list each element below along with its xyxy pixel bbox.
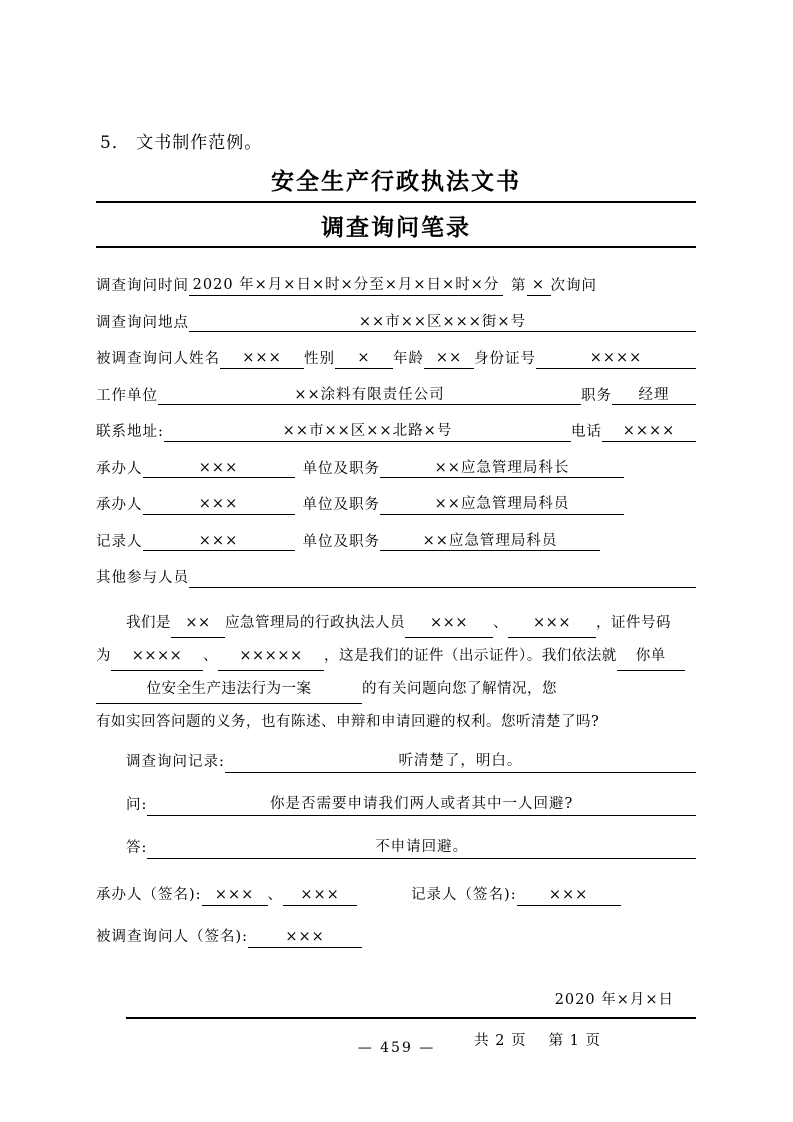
row-handler-2 — [96, 497, 696, 515]
label-person-name: 被调查询问人姓名 — [96, 351, 220, 368]
row-workplace — [96, 388, 696, 406]
label-recorder: 记录人 — [96, 533, 143, 550]
label-handler-2: 承办人 — [96, 497, 143, 514]
para-text-2: 应急管理局的行政执法人员 — [225, 614, 405, 631]
para-text-3: 、 — [493, 614, 508, 631]
title-divider-2 — [96, 246, 696, 248]
value-position[interactable]: 经理 — [612, 388, 696, 406]
footer-total-pages: 共 2 页 — [474, 1032, 527, 1049]
label-id-number: 身份证号 — [474, 351, 536, 368]
label-handler-signature: 承办人（签名): — [96, 886, 202, 903]
para-fill-officer-2[interactable]: ××× — [508, 609, 596, 638]
printed-page-number: — 459 — — [357, 1040, 436, 1056]
value-inquiry-time[interactable]: 2020 年×月×日×时×分至×月×日×时×分 — [189, 278, 503, 296]
value-recorder-unit[interactable]: ××应急管理局科员 — [380, 534, 600, 552]
row-recorder — [96, 534, 696, 552]
para-fill-bureau[interactable]: ×× — [171, 609, 225, 638]
value-gender[interactable]: × — [335, 351, 393, 369]
row-handler-1 — [96, 461, 696, 479]
value-inquiry-place[interactable]: ××市××区×××街×号 — [189, 315, 696, 333]
label-position: 职务 — [581, 387, 612, 404]
value-recorder[interactable]: ××× — [143, 534, 295, 552]
label-handler-1: 承办人 — [96, 460, 143, 477]
value-inquiry-record[interactable]: 听清楚了，明白。 — [225, 749, 696, 773]
para-text-6: 、 — [203, 647, 218, 664]
row-inquiry-time — [96, 278, 696, 296]
value-handler-signature-1[interactable]: ××× — [202, 887, 268, 906]
label-inquiry-time: 调查询问时间 — [96, 278, 189, 295]
para-fill-officer-1[interactable]: ××× — [405, 609, 493, 638]
doc-title-sub: 调查询问笔录 — [321, 215, 471, 242]
label-recorder-unit: 单位及职务 — [302, 533, 380, 550]
value-recorder-signature[interactable]: ××× — [517, 887, 621, 906]
para-fill-cert-2[interactable]: ××××× — [218, 642, 324, 671]
para-text-9: 有如实回答问题的义务，也有陈述、申辩和申请回避的权利。您听清楚了吗? — [96, 713, 600, 730]
footer-current-page: 第 1 页 — [548, 1032, 601, 1049]
row-answer — [96, 835, 696, 859]
row-inquiry-place — [96, 315, 696, 333]
label-phone: 电话 — [571, 424, 602, 441]
label-times-suffix: 次询问 — [550, 278, 597, 295]
row-signatures — [96, 883, 696, 906]
value-age[interactable]: ×× — [424, 351, 474, 369]
document-content — [96, 128, 696, 1050]
label-inquiry-record: 调查询问记录: — [126, 753, 225, 770]
doc-title-main: 安全生产行政执法文书 — [271, 169, 521, 195]
value-phone[interactable]: ×××× — [602, 424, 696, 442]
value-person-signature[interactable]: ××× — [248, 929, 362, 948]
value-times[interactable]: × — [527, 278, 551, 296]
label-gender: 性别 — [304, 351, 335, 368]
label-question: 问: — [126, 796, 148, 813]
row-other-participants — [96, 570, 696, 588]
value-person-name[interactable]: ××× — [220, 351, 304, 369]
value-id-number[interactable]: ×××× — [536, 351, 696, 369]
value-answer[interactable]: 不申请回避。 — [147, 835, 696, 859]
label-contact-address: 联系地址: — [96, 424, 164, 441]
footer-date: 2020 年×月×日 — [554, 991, 674, 1008]
para-fill-cert-1[interactable]: ×××× — [111, 642, 203, 671]
label-times-prefix: 第 — [511, 278, 527, 295]
value-workplace[interactable]: ××涂料有限责任公司 — [158, 388, 581, 406]
label-workplace: 工作单位 — [96, 387, 158, 404]
statement-paragraph — [96, 607, 696, 739]
row-person-signature — [96, 925, 696, 948]
value-handler-1[interactable]: ××× — [143, 461, 295, 479]
label-handler-2-unit: 单位及职务 — [302, 497, 380, 514]
para-text-1: 我们是 — [126, 614, 171, 631]
row-inquiry-record — [96, 749, 696, 773]
para-text-7: ，这是我们的证件（出示证件）。我们依法就 — [324, 647, 617, 664]
value-question[interactable]: 你是否需要申请我们两人或者其中一人回避? — [147, 792, 696, 816]
value-handler-2[interactable]: ××× — [143, 497, 295, 515]
value-handler-1-unit[interactable]: ××应急管理局科长 — [380, 461, 624, 479]
label-handler-1-unit: 单位及职务 — [302, 460, 380, 477]
intro-line: 5． 文书制作范例。 — [100, 133, 263, 153]
para-text-4: ，证件号码 — [596, 614, 671, 631]
label-answer: 答: — [126, 839, 148, 856]
para-text-5: 为 — [96, 647, 111, 664]
label-other-participants: 其他参与人员 — [96, 570, 189, 587]
value-handler-signature-2[interactable]: ××× — [283, 887, 357, 906]
para-fill-case-2[interactable]: 位安全生产违法行为一案 — [96, 675, 362, 704]
value-contact-address[interactable]: ××市××区××北路×号 — [164, 424, 571, 442]
value-handler-2-unit[interactable]: ××应急管理局科员 — [380, 497, 624, 515]
row-question — [96, 792, 696, 816]
row-person-info — [96, 351, 696, 369]
para-text-8: 的有关问题向您了解情况，您 — [362, 680, 557, 697]
footer-divider — [126, 1017, 696, 1019]
label-age: 年龄 — [393, 351, 424, 368]
label-person-signature: 被调查询问人（签名): — [96, 928, 249, 945]
label-recorder-signature: 记录人（签名): — [411, 886, 517, 903]
title-divider-1 — [96, 201, 696, 203]
signature-separator: 、 — [267, 886, 284, 903]
value-other-participants[interactable] — [189, 570, 696, 588]
label-inquiry-place: 调查询问地点 — [96, 314, 189, 331]
para-fill-case-1[interactable]: 你单 — [617, 642, 685, 671]
row-contact-address — [96, 424, 696, 442]
